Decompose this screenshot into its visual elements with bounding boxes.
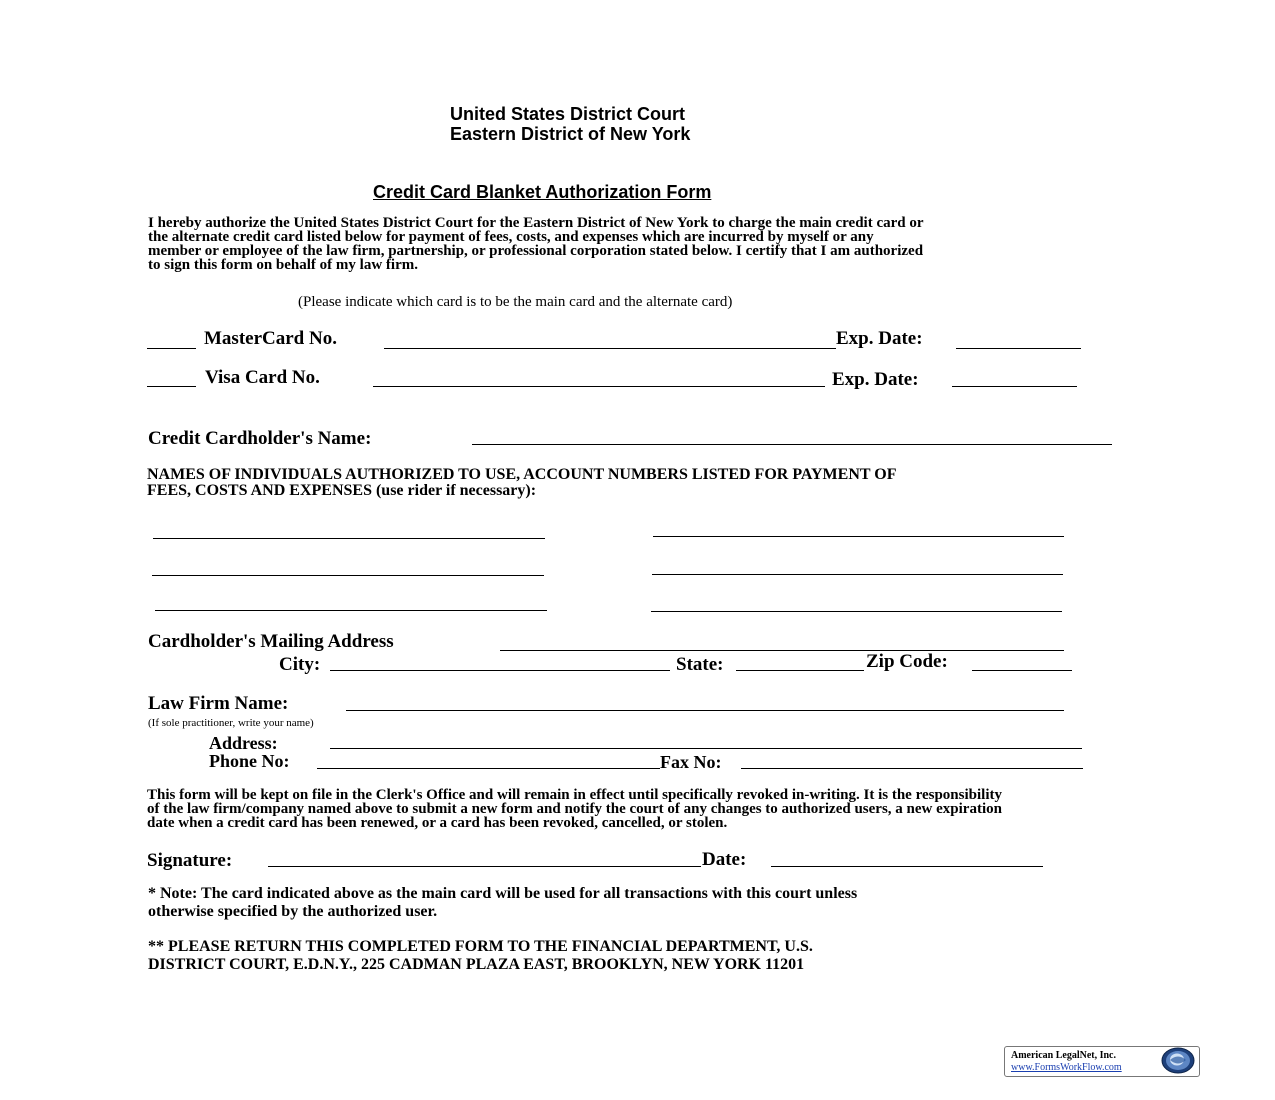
state-label: State: [676,654,724,675]
intro-line: I hereby authorize the United States District Court for the Eastern District of New York to charge the main credit card or [148,215,924,231]
note-line: * Note: The card indicated above as the main card will be used for all transactions with this court unless [148,885,858,902]
intro-line: member or employee of the law firm, partnership, or professional corporation stated below. I certify that I am authorized [148,243,924,259]
authorized-name-field-2[interactable] [152,575,544,576]
return-line: ** PLEASE RETURN THIS COMPLETED FORM TO THE FINANCIAL DEPARTMENT, U.S. [148,938,813,955]
court-name-line2: Eastern District of New York [450,124,691,144]
cardholder-name-field[interactable] [472,444,1112,445]
authorized-account-field-2[interactable] [652,574,1063,575]
notice-line: date when a credit card has been renewed, or a card has been revoked, cancelled, or stolen. [147,815,728,831]
fax-label: Fax No: [660,752,722,772]
authorized-heading-line: FEES, COSTS AND EXPENSES (use rider if necessary): [147,482,537,499]
visa-select-blank[interactable] [147,386,196,387]
mastercard-label: MasterCard No. [204,328,337,349]
note-line: otherwise specified by the authorized user. [148,903,438,920]
zip-label: Zip Code: [866,651,948,672]
law-firm-name-field[interactable] [346,710,1064,711]
return-instructions [148,938,813,974]
mastercard-number-field[interactable] [384,348,836,349]
zip-field[interactable] [972,670,1072,671]
phone-label: Phone No: [209,751,290,771]
phone-field[interactable] [317,768,660,769]
intro-line: to sign this form on behalf of my law firm. [148,257,418,273]
badge-company-name: American LegalNet, Inc. [1011,1050,1116,1061]
authorized-account-field-1[interactable] [653,536,1064,537]
cardholder-name-label: Credit Cardholder's Name: [148,428,372,449]
return-line: DISTRICT COURT, E.D.N.Y., 225 CADMAN PLAZA EAST, BROOKLYN, NEW YORK 11201 [148,956,805,973]
court-name-line1: United States District Court [450,104,686,124]
sole-practitioner-note: (If sole practitioner, write your name) [148,717,314,729]
intro-line: the alternate credit card listed below for payment of fees, costs, and expenses which are incurred by myself or any [148,229,874,245]
main-card-note [148,885,857,921]
intro-paragraph [148,216,924,272]
notice-paragraph [147,788,1002,830]
mastercard-select-blank[interactable] [147,348,196,349]
fax-field[interactable] [741,768,1083,769]
date-field[interactable] [771,866,1043,867]
firm-address-field[interactable] [330,748,1082,749]
form-title: Credit Card Blanket Authorization Form [373,182,712,202]
globe-logo-icon [1161,1047,1195,1074]
visa-number-field[interactable] [373,386,825,387]
date-label: Date: [702,849,747,870]
city-label: City: [279,654,321,675]
badge-url-link[interactable]: www.FormsWorkFlow.com [1011,1062,1122,1073]
notice-line: of the law firm/company named above to submit a new form and notify the court of any changes to authorized users, a new expiration [147,801,1002,817]
signature-label: Signature: [147,850,233,871]
firm-address-label: Address: [209,733,278,753]
mastercard-exp-label: Exp. Date: [836,328,923,349]
authorized-heading-line: NAMES OF INDIVIDUALS AUTHORIZED TO USE, ACCOUNT NUMBERS LISTED FOR PAYMENT OF [147,466,897,483]
notice-line: This form will be kept on file in the Clerk's Office and will remain in effect until specifically revoked in-writing. It is the responsibility [147,787,1002,803]
visa-label: Visa Card No. [205,367,320,388]
authorized-name-field-1[interactable] [153,538,545,539]
law-firm-name-label: Law Firm Name: [148,693,289,714]
authorized-account-field-3[interactable] [651,611,1062,612]
city-field[interactable] [330,670,670,671]
visa-exp-field[interactable] [952,386,1077,387]
visa-exp-label: Exp. Date: [832,369,919,390]
mastercard-exp-field[interactable] [956,348,1081,349]
authorized-heading [147,467,896,499]
state-field[interactable] [736,670,864,671]
signature-field[interactable] [268,866,701,867]
mailing-address-label: Cardholder's Mailing Address [148,631,394,652]
authorized-name-field-3[interactable] [155,610,547,611]
card-instruction: (Please indicate which card is to be the main card and the alternate card) [298,294,733,310]
mailing-address-field[interactable] [500,650,1064,651]
